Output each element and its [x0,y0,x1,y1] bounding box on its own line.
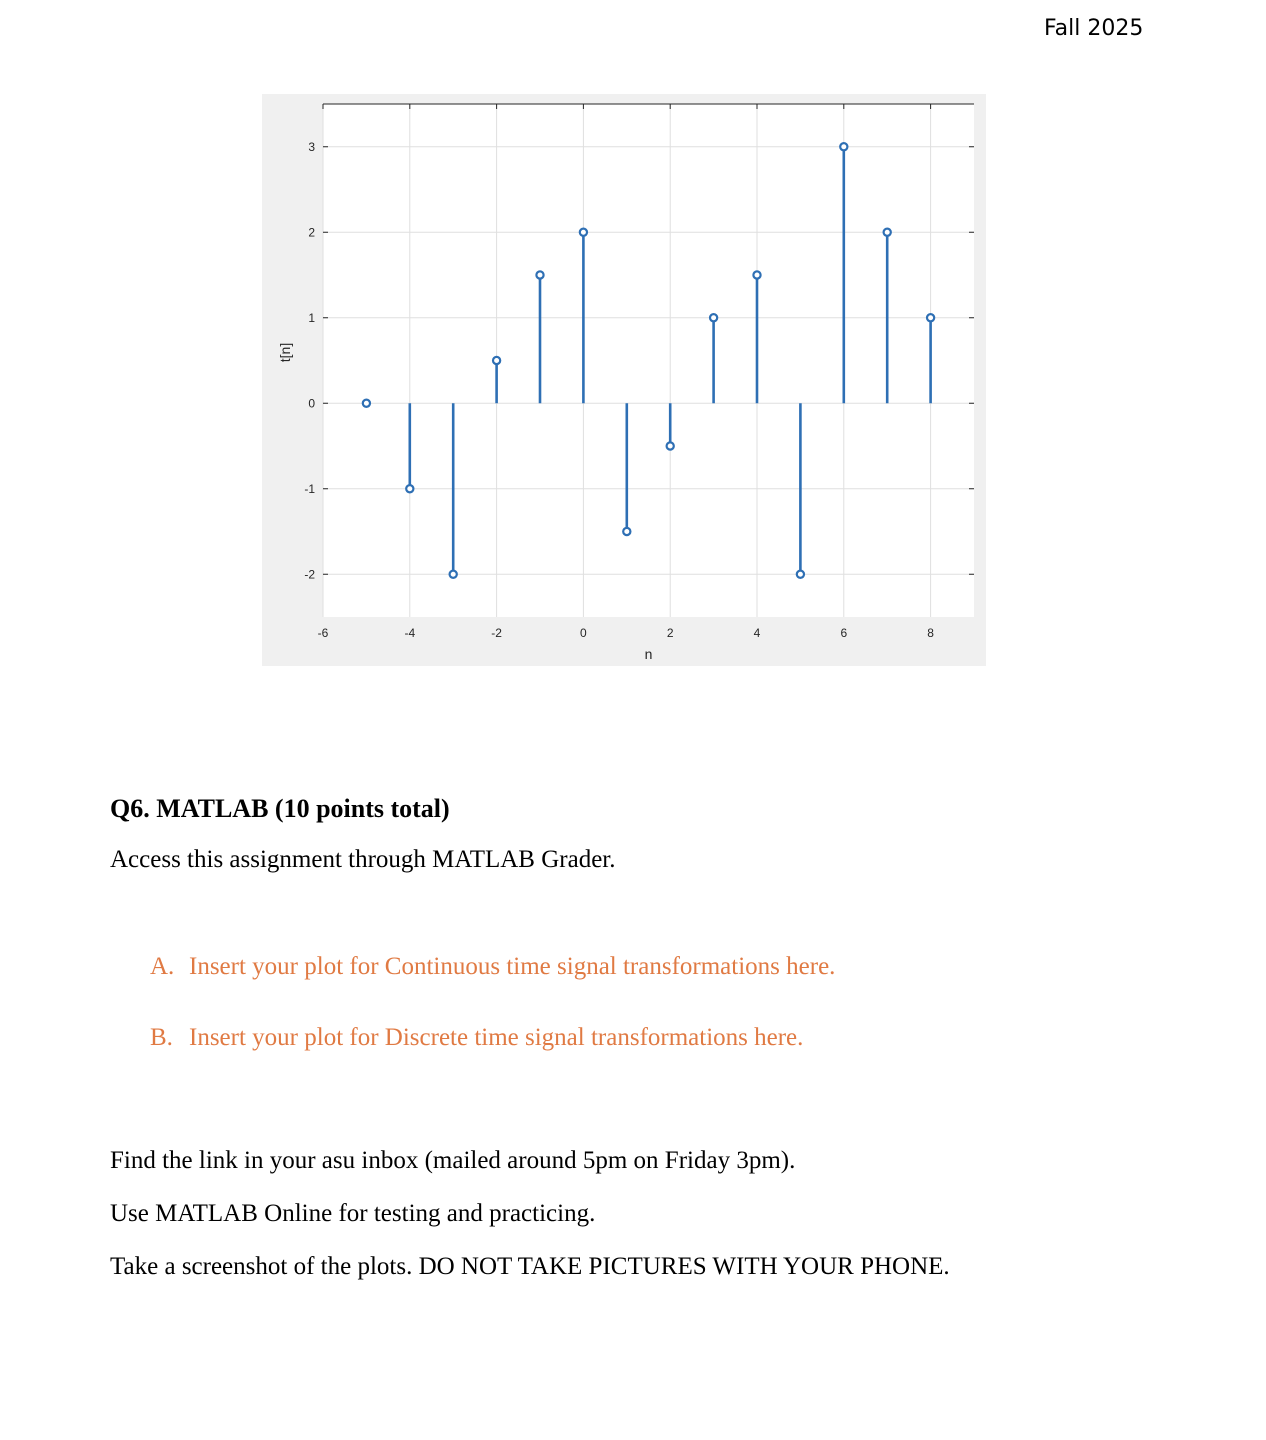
y-tick-label: 1 [308,310,315,325]
stem-marker [450,571,457,578]
stem-marker [406,485,413,492]
y-tick-label: -2 [304,567,315,582]
task-text: Insert your plot for Discrete time signal transformations here. [189,1024,804,1051]
y-tick-label: 0 [308,396,315,411]
y-tick-label: -1 [304,481,315,496]
stem-marker [797,571,804,578]
stem-marker [493,357,500,364]
stem-marker [927,314,934,321]
y-tick-label: 2 [308,225,315,240]
y-tick-label: 3 [308,139,315,154]
x-tick-label: 2 [666,626,674,640]
x-tick-label: -6 [317,626,329,640]
term-label: Fall 2025 [1044,16,1144,41]
note-matlab-online: Use MATLAB Online for testing and practicing. [110,1200,596,1227]
stem-marker [710,314,717,321]
stem-marker [667,442,674,449]
x-tick-label: -2 [491,626,502,640]
task-letter: B. [150,1024,173,1051]
task-text: Insert your plot for Continuous time signal transformations here. [189,953,836,980]
stem-marker [363,400,370,407]
stem-plot-figure [262,94,986,666]
x-tick-label: -4 [404,626,416,640]
y-axis-label: t[n] [277,342,293,363]
x-tick-label: 0 [580,626,587,640]
x-tick-label: 8 [927,626,934,640]
stem-marker [580,229,587,236]
question-heading: Q6. MATLAB (10 points total) [110,794,450,823]
question-instructions: Access this assignment through MATLAB Grader. [110,846,616,873]
plot-area [323,104,974,617]
note-screenshot: Take a screenshot of the plots. DO NOT TAKE PICTURES WITH YOUR PHONE. [110,1253,950,1280]
stem-marker [623,528,630,535]
note-link-info: Find the link in your asu inbox (mailed around 5pm on Friday 3pm). [110,1147,796,1174]
x-axis-label: n [644,646,653,662]
stem-marker [753,271,760,278]
stem-marker [840,143,847,150]
stem-plot [262,94,986,666]
x-tick-label: 6 [840,626,848,640]
task-item [150,1024,803,1052]
task-item [150,953,835,981]
stem-marker [884,229,891,236]
x-tick-label: 4 [753,626,761,640]
stem-marker [536,271,543,278]
task-letter: A. [150,953,175,980]
